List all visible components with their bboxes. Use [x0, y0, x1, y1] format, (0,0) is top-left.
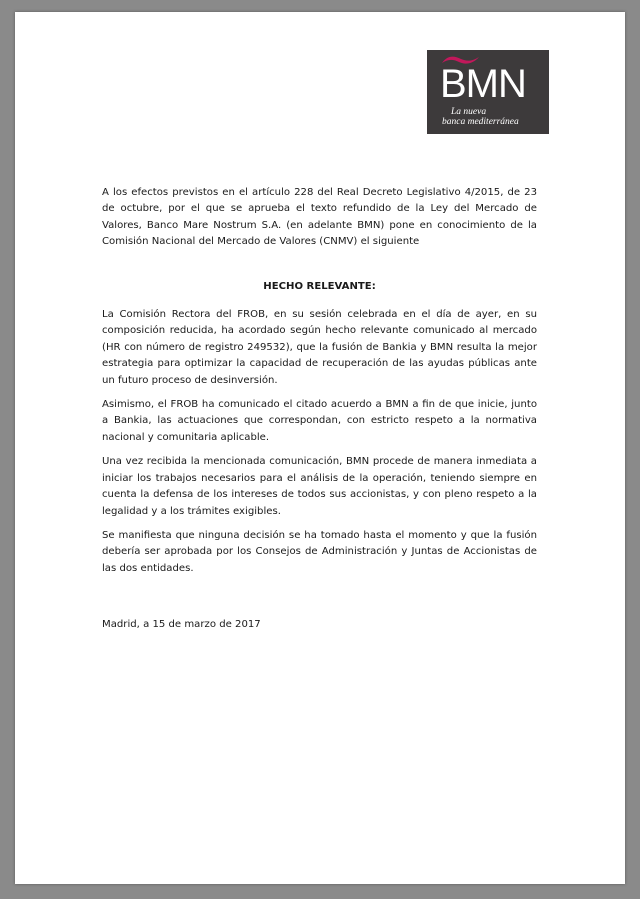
logo-wordmark: BMN: [440, 62, 526, 106]
document-body: [102, 185, 537, 585]
body-paragraph-2: Asimismo, el FROB ha comunicado el citado acuerdo a BMN a fin de que inicie, junto a Bankia, las actuaciones que correspondan, con estricto respeto a la normativa nacional y comunitaria aplicable.: [102, 399, 537, 443]
body-paragraph-3: Una vez recibida la mencionada comunicación, BMN procede de manera inmediata a iniciar los trabajos necesarios para el análisis de la operación, teniendo siempre en cuenta la defensa de los intereses de todos sus accionistas, y con pleno respeto a la legalidad y a los trámites exigibles.: [102, 456, 537, 517]
section-heading: HECHO RELEVANTE:: [263, 280, 376, 292]
document-page: [15, 12, 625, 884]
intro-paragraph: A los efectos previstos en el artículo 228 del Real Decreto Legislativo 4/2015, de 23 de octubre, por el que se aprueba el texto refundido de la Ley del Mercado de Valores, Banco Mare Nostrum S.A. (en adelante BMN) pone en conocimiento de la Comisión Nacional del Mercado de Valores (CNMV) el siguiente: [102, 187, 537, 248]
body-paragraph-4: Se manifiesta que ninguna decisión se ha tomado hasta el momento y que la fusión debería ser aprobada por los Consejos de Administración y Juntas de Accionistas de las dos entidades.: [102, 529, 537, 574]
body-paragraph-1: La Comisión Rectora del FROB, en su sesión celebrada en el día de ayer, en su composición reducida, ha acordado según hecho relevante comunicado al mercado (HR con número de registro 249532), que la fusión de Bankia y BMN resulta la mejor estrategia para optimizar la capacidad de recuperación de las ayudas públicas ante un futuro proceso de desinversión.: [102, 309, 537, 386]
logo-tagline: [442, 107, 547, 127]
logo-tagline-line1: La nueva: [451, 107, 487, 117]
logo-tagline-line2: banca mediterránea: [442, 117, 519, 127]
signature-line: Madrid, a 15 de marzo de 2017: [102, 619, 261, 630]
bmn-logo: [427, 50, 549, 134]
